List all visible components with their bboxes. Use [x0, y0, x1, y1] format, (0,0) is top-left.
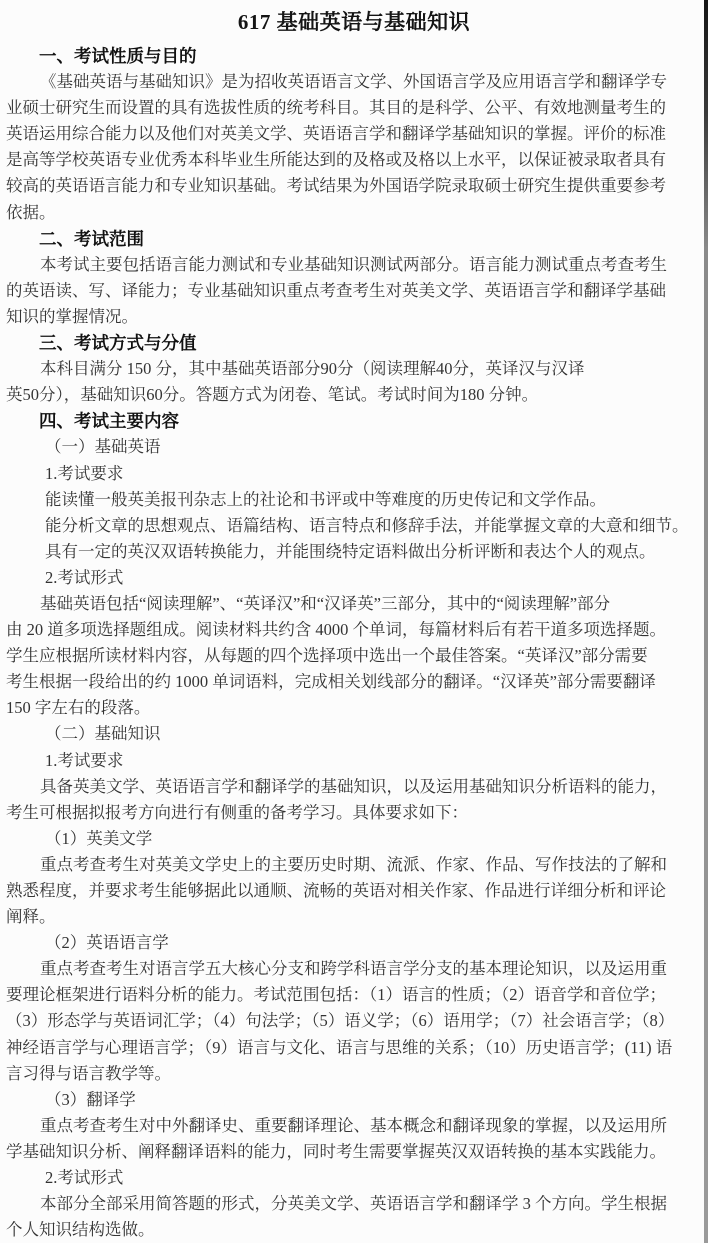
doc-line: 能分析文章的思想观点、语篇结构、语言特点和修辞手法，并能掌握文章的大意和细节。 [45, 515, 689, 535]
doc-line: （3）形态学与英语词汇学；（4）句法学；（5）语义学；（6）语用学；（7）社会语言学；（8） [6, 1011, 675, 1031]
document-body [6, 43, 702, 1243]
scan-edge-shadow [704, 0, 708, 1243]
page-title: 617 基础英语与基础知识 [237, 10, 471, 34]
doc-line: 1.考试要求 [45, 750, 124, 770]
doc-line: 依据。 [6, 202, 56, 222]
doc-line: （2）英语语言学 [45, 933, 169, 953]
doc-line: （一）基础英语 [45, 437, 161, 457]
doc-line: （3）翻译学 [45, 1089, 136, 1109]
doc-line: 由 20 道多项选择题组成。阅读材料共约含 4000 个单词，每篇材料后有若干道多项选择题。 [6, 620, 666, 640]
doc-line: 基础英语包括“阅读理解”、“英译汉”和“汉译英”三部分，其中的“阅读理解”部分 [40, 593, 611, 613]
section-heading: 二、考试范围 [39, 228, 144, 249]
doc-line: 学生应根据所读材料内容，从每题的四个选择项中选出一个最佳答案。“英译汉”部分需要 [6, 646, 648, 666]
doc-line: 能读懂一般英美报刊杂志上的社论和书评或中等难度的历史传记和文学作品。 [45, 489, 606, 509]
doc-line: （二）基础知识 [45, 724, 161, 744]
doc-line: 考生可根据拟报考方向进行有侧重的备考学习。具体要求如下： [6, 802, 468, 822]
doc-line: 具备英美文学、英语语言学和翻译学的基础知识，以及运用基础知识分析语料的能力， [40, 776, 667, 796]
doc-line: 2.考试形式 [45, 567, 124, 587]
doc-line: 阐释。 [6, 907, 56, 927]
doc-line: 《基础英语与基础知识》是为招收英语语言文学、外国语言学及应用语言学和翻译学专 [40, 72, 667, 92]
doc-line: 考生根据一段给出的约 1000 单词语料，完成相关划线部分的翻译。“汉译英”部分需要翻译 [6, 672, 656, 692]
doc-line: 重点考查考生对英美文学史上的主要历史时期、流派、作家、作品、写作技法的了解和 [40, 854, 667, 874]
doc-line: 150 字左右的段落。 [6, 698, 151, 718]
doc-line: 的英语读、写、译能力；专业基础知识重点考查考生对英美文学、英语语言学和翻译学基础 [6, 280, 666, 300]
doc-line: 知识的掌握情况。 [6, 306, 138, 326]
doc-line: 本科目满分 150 分，其中基础英语部分90分（阅读理解40分，英译汉与汉译 [40, 359, 585, 379]
doc-line: 英语运用综合能力以及他们对英美文学、英语语言学和翻译学基础知识的掌握。评价的标准 [6, 124, 666, 144]
doc-line: 重点考查考生对中外翻译史、重要翻译理论、基本概念和翻译现象的掌握，以及运用所 [40, 1115, 667, 1135]
doc-line: 是高等学校英语专业优秀本科毕业生所能达到的及格或及格以上水平，以保证被录取者具有 [6, 150, 666, 170]
section-heading: 三、考试方式与分值 [39, 333, 197, 354]
doc-line: 2.考试形式 [45, 1168, 124, 1188]
section-heading: 一、考试性质与目的 [39, 46, 197, 66]
doc-line: （1）英美文学 [45, 828, 153, 848]
doc-line: 个人知识结构选做。 [6, 1220, 155, 1240]
doc-line: 重点考查考生对语言学五大核心分支和跨学科语言学分支的基本理论知识，以及运用重 [40, 959, 667, 979]
doc-line: 神经语言学与心理语言学；（9）语言与文化、语言与思维的关系；（10）历史语言学；(11) 语 [6, 1037, 673, 1057]
doc-line: 英50分），基础知识60分。答题方式为闭卷、笔试。考试时间为180 分钟。 [6, 385, 539, 405]
doc-line: 较高的英语语言能力和专业知识基础。考试结果为外国语学院录取硕士研究生提供重要参考 [6, 176, 666, 196]
doc-line: 熟悉程度，并要求考生能够据此以通顺、流畅的英语对相关作家、作品进行详细分析和评论 [6, 881, 666, 900]
doc-line: 具有一定的英汉双语转换能力，并能围绕特定语料做出分析评断和表达个人的观点。 [45, 541, 656, 561]
doc-line: 业硕士研究生而设置的具有选拔性质的统考科目。其目的是科学、公平、有效地测量考生的 [6, 98, 666, 118]
doc-line: 本部分全部采用简答题的形式，分英美文学、英语语言学和翻译学 3 个方向。学生根据 [40, 1194, 667, 1214]
doc-line: 1.考试要求 [45, 463, 124, 483]
doc-line: 要理论框架进行语料分析的能力。考试范围包括：（1）语言的性质；（2）语音学和音位学； [6, 985, 666, 1005]
section-heading: 四、考试主要内容 [39, 411, 179, 432]
doc-line: 言习得与语言教学等。 [6, 1063, 171, 1083]
doc-line: 本考试主要包括语言能力测试和专业基础知识测试两部分。语言能力测试重点考查考生 [40, 254, 667, 274]
doc-line: 学基础知识分析、阐释翻译语料的能力，同时考生需要掌握英汉双语转换的基本实践能力。 [6, 1141, 666, 1161]
